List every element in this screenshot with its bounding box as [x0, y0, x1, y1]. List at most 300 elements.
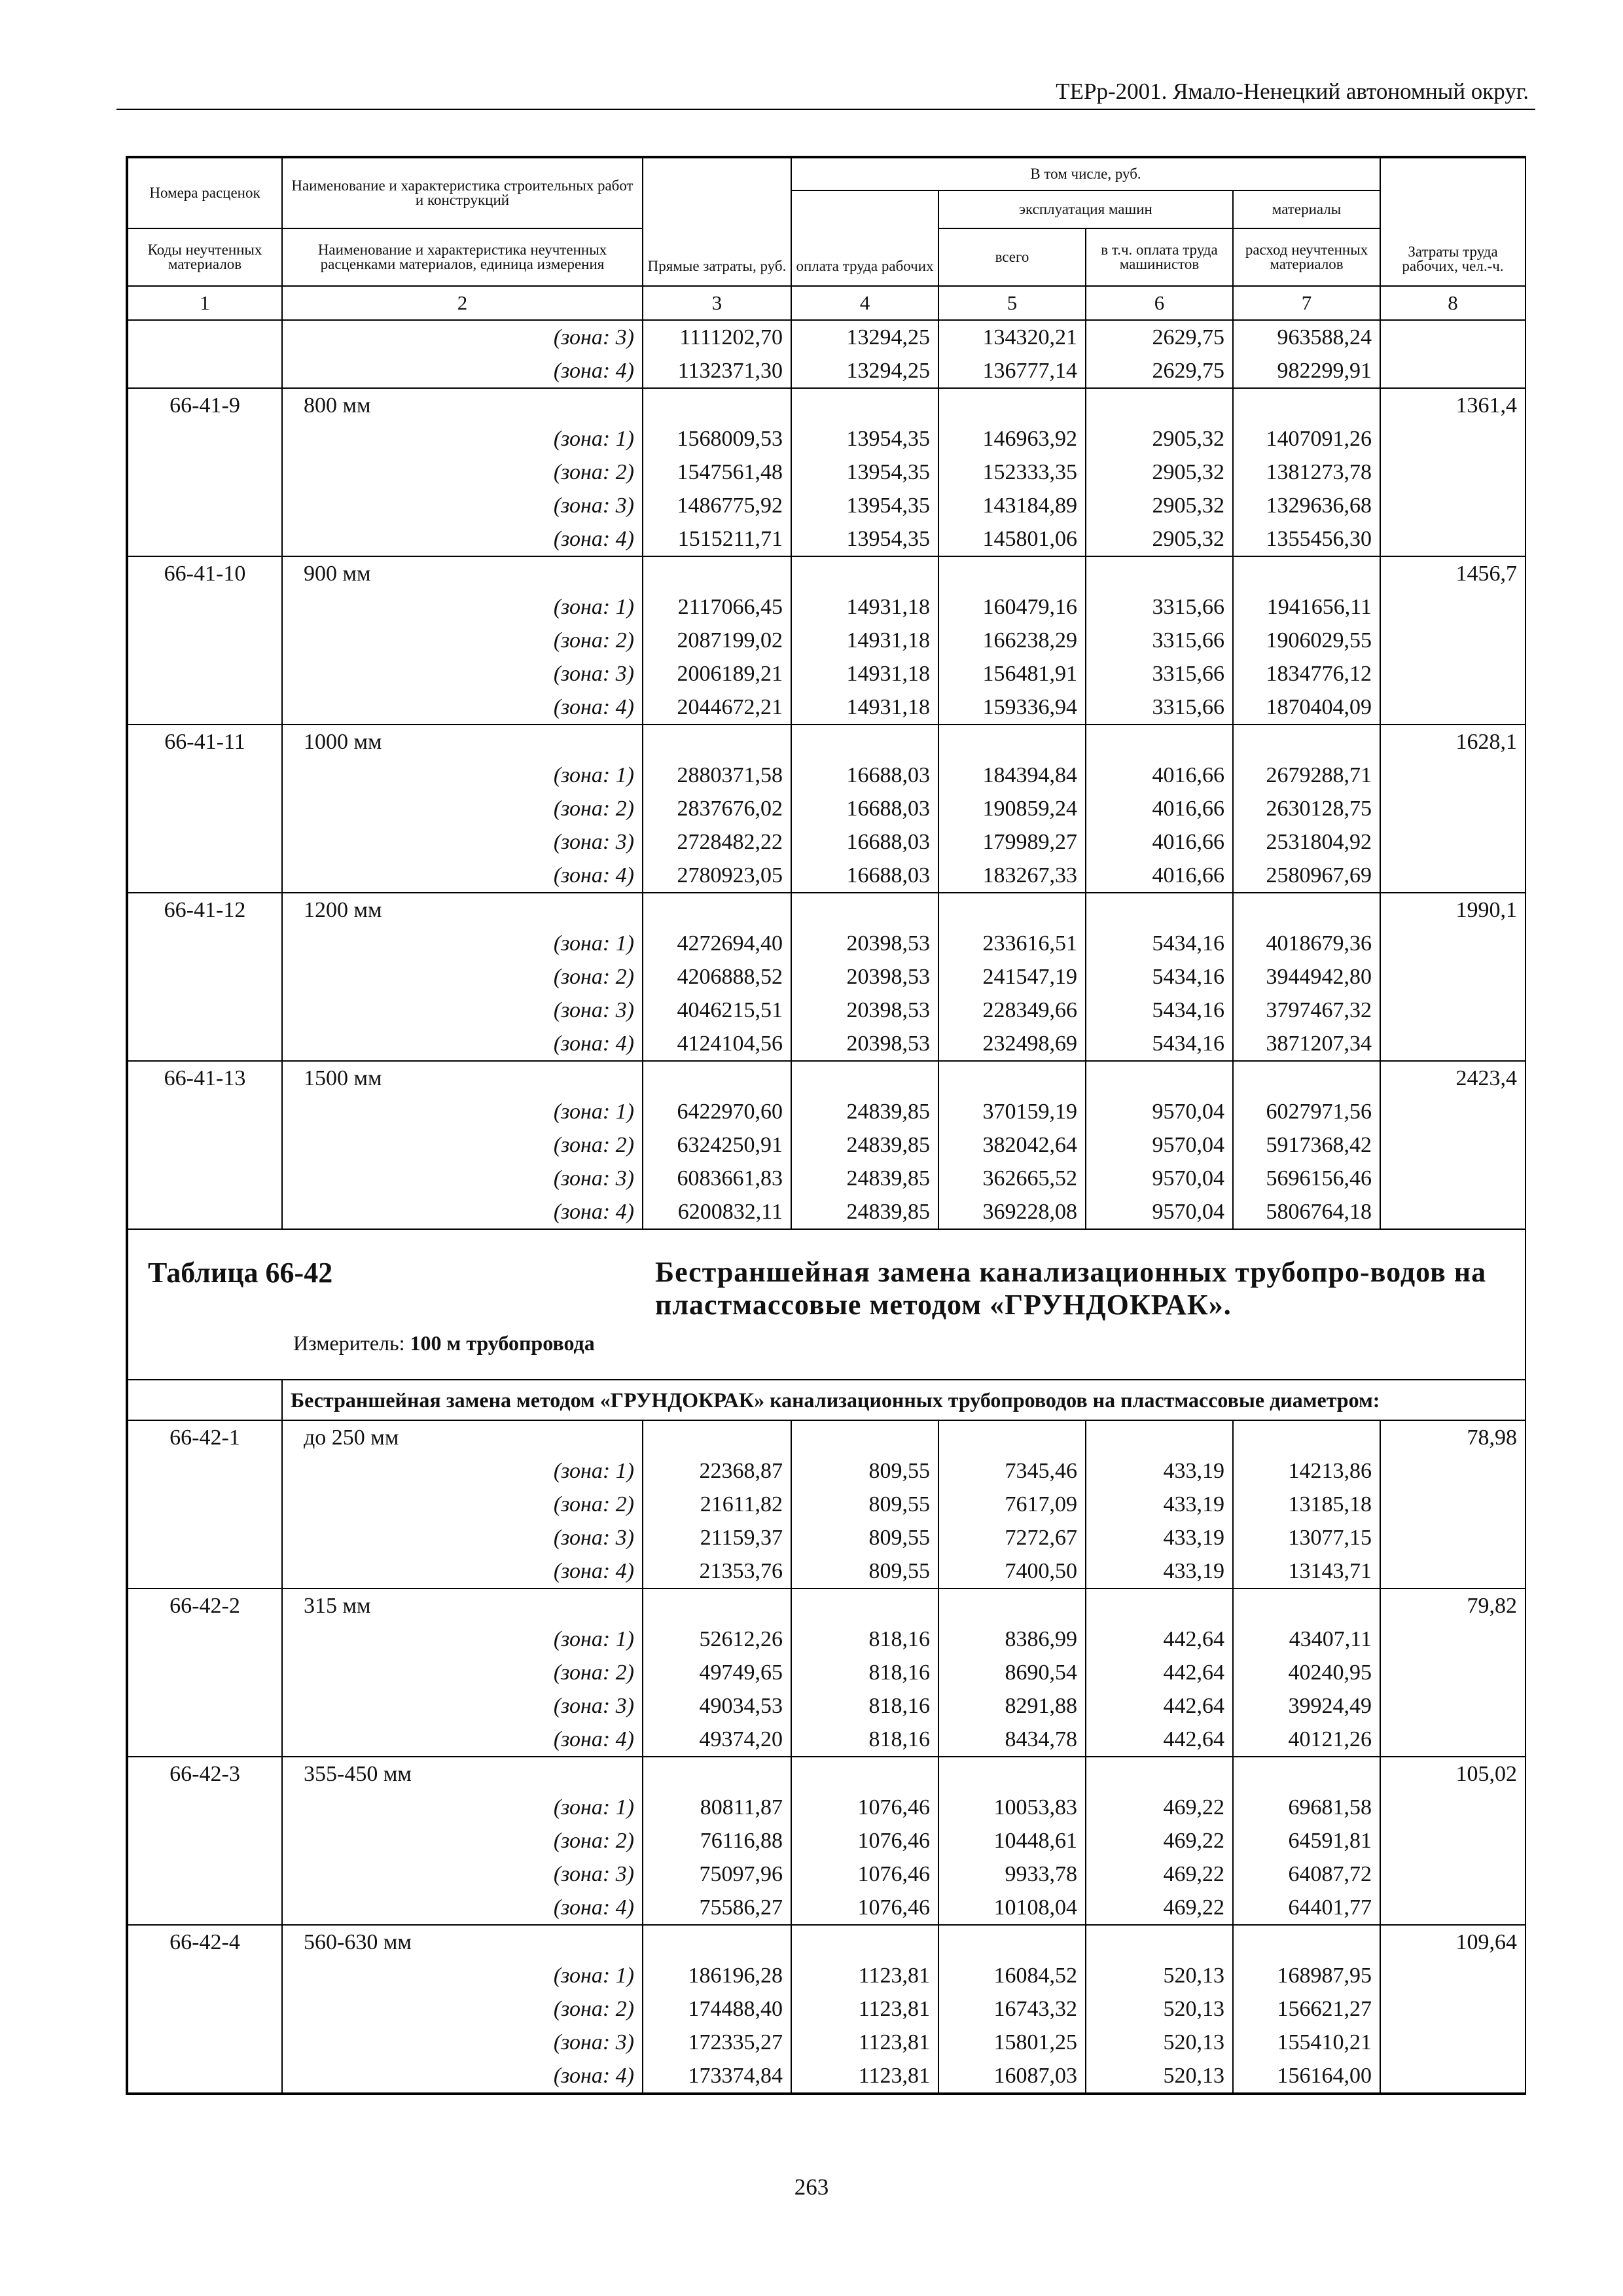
zone-cell: (зона: 2) [282, 1656, 643, 1689]
labor-pay-cell: 13954,35 [791, 422, 938, 456]
operator-pay-cell: 520,13 [1086, 1992, 1233, 2026]
operator-pay-cell: 433,19 [1086, 1554, 1233, 1588]
empty-cell [643, 1757, 791, 1791]
table-description: Бестраншейная замена канализационных трубопро-водов на пластмассовые методом «ГРУНДОКРАК». [655, 1256, 1487, 1321]
labor-hours-cell: 79,82 [1380, 1588, 1525, 1623]
code-cell [128, 994, 282, 1027]
zone-cell: (зона: 2) [282, 792, 643, 825]
page-number: 263 [794, 2174, 829, 2200]
code-cell [128, 1128, 282, 1162]
labor-pay-cell: 818,16 [791, 1623, 938, 1656]
empty-cell [643, 1061, 791, 1095]
rate-code: 66-42-1 [128, 1420, 282, 1454]
zone-cell: (зона: 4) [282, 1027, 643, 1061]
code-cell [128, 1454, 282, 1488]
zone-cell: (зона: 1) [282, 422, 643, 456]
column-number: 1 [128, 286, 282, 320]
direct-costs-cell: 21611,82 [643, 1488, 791, 1521]
materials-cell: 13077,15 [1233, 1521, 1380, 1554]
materials-cell: 64591,81 [1233, 1824, 1380, 1857]
table-row [128, 320, 1525, 354]
direct-costs-cell: 2117066,45 [643, 590, 791, 624]
zone-cell: (зона: 3) [282, 320, 643, 354]
rate-code: 66-41-12 [128, 893, 282, 927]
empty-cell [1086, 388, 1233, 422]
code-cell [128, 422, 282, 456]
direct-costs-cell: 1568009,53 [643, 422, 791, 456]
table-row [128, 522, 1525, 556]
materials-cell: 5917368,42 [1233, 1128, 1380, 1162]
materials-cell: 963588,24 [1233, 320, 1380, 354]
table-66-42-heading [128, 1229, 1525, 1420]
direct-costs-cell: 80811,87 [643, 1791, 791, 1824]
labor-hours-cell [1380, 2026, 1525, 2059]
table-row [128, 1959, 1525, 1992]
machines-total-cell: 10448,61 [938, 1824, 1086, 1857]
rate-group-row [128, 388, 1525, 422]
empty-cell [791, 1925, 938, 1959]
table-row [128, 994, 1525, 1027]
empty-cell [643, 893, 791, 927]
labor-hours-cell [1380, 1623, 1525, 1656]
empty-cell [643, 1925, 791, 1959]
materials-cell: 14213,86 [1233, 1454, 1380, 1488]
machines-total-cell: 134320,21 [938, 320, 1086, 354]
table-row [128, 1857, 1525, 1891]
machines-total-cell: 241547,19 [938, 960, 1086, 994]
direct-costs-cell: 76116,88 [643, 1824, 791, 1857]
rate-code: 66-42-2 [128, 1588, 282, 1623]
zone-cell: (зона: 4) [282, 1891, 643, 1925]
col-materials-unaccounted: расход неучтенных материалов [1233, 228, 1380, 286]
labor-pay-cell: 1076,46 [791, 1891, 938, 1925]
direct-costs-cell: 2728482,22 [643, 825, 791, 859]
rate-code: 66-42-4 [128, 1925, 282, 1959]
code-cell [128, 2026, 282, 2059]
direct-costs-cell: 52612,26 [643, 1623, 791, 1656]
machines-total-cell: 369228,08 [938, 1195, 1086, 1229]
rate-name: 315 мм [282, 1588, 643, 1623]
direct-costs-cell: 75586,27 [643, 1891, 791, 1925]
empty-cell [938, 388, 1086, 422]
labor-hours-cell [1380, 1488, 1525, 1521]
column-number: 4 [791, 286, 938, 320]
table-row [128, 2059, 1525, 2093]
code-cell [128, 691, 282, 725]
rate-group-row [128, 725, 1525, 759]
code-cell [128, 590, 282, 624]
code-cell [128, 2059, 282, 2093]
direct-costs-cell: 75097,96 [643, 1857, 791, 1891]
machines-total-cell: 7400,50 [938, 1554, 1086, 1588]
empty-cell [938, 1925, 1086, 1959]
labor-hours-cell: 1361,4 [1380, 388, 1525, 422]
table-row [128, 960, 1525, 994]
col-labor-pay: оплата труда рабочих [791, 190, 938, 286]
operator-pay-cell: 469,22 [1086, 1891, 1233, 1925]
rate-group-row [128, 1420, 1525, 1454]
empty-cell [643, 1588, 791, 1623]
zone-cell: (зона: 2) [282, 1992, 643, 2026]
machines-total-cell: 136777,14 [938, 354, 1086, 388]
machines-total-cell: 9933,78 [938, 1857, 1086, 1891]
materials-cell: 2580967,69 [1233, 859, 1380, 893]
empty-cell [1233, 893, 1380, 927]
machines-total-cell: 7345,46 [938, 1454, 1086, 1488]
empty-cell [1086, 1757, 1233, 1791]
operator-pay-cell: 9570,04 [1086, 1162, 1233, 1195]
materials-cell: 1941656,11 [1233, 590, 1380, 624]
column-number: 2 [282, 286, 643, 320]
machines-total-cell: 7617,09 [938, 1488, 1086, 1521]
empty-cell [1233, 1420, 1380, 1454]
direct-costs-cell: 49034,53 [643, 1689, 791, 1723]
table-row [128, 859, 1525, 893]
zone-cell: (зона: 4) [282, 859, 643, 893]
operator-pay-cell: 3315,66 [1086, 624, 1233, 657]
labor-hours-cell [1380, 927, 1525, 960]
empty-cell [1086, 893, 1233, 927]
labor-hours-cell [1380, 1891, 1525, 1925]
operator-pay-cell: 2905,32 [1086, 489, 1233, 522]
labor-hours-cell [1380, 522, 1525, 556]
table-row [128, 1027, 1525, 1061]
code-cell [128, 1824, 282, 1857]
labor-pay-cell: 13294,25 [791, 320, 938, 354]
table-subtitle: Бестраншейная замена методом «ГРУНДОКРАК» канализационных трубопроводов на пластмассовые диаметром: [282, 1380, 1525, 1420]
machines-total-cell: 8434,78 [938, 1723, 1086, 1757]
rate-group-row [128, 893, 1525, 927]
col-including: В том числе, руб. [791, 158, 1380, 190]
zone-cell: (зона: 1) [282, 1095, 643, 1128]
empty-cell [1233, 1925, 1380, 1959]
operator-pay-cell: 4016,66 [1086, 792, 1233, 825]
materials-cell: 2679288,71 [1233, 759, 1380, 792]
materials-cell: 1407091,26 [1233, 422, 1380, 456]
machines-total-cell: 156481,91 [938, 657, 1086, 691]
code-cell [128, 1857, 282, 1891]
rate-code: 66-41-10 [128, 556, 282, 590]
machines-total-cell: 143184,89 [938, 489, 1086, 522]
materials-cell: 5696156,46 [1233, 1162, 1380, 1195]
machines-total-cell: 179989,27 [938, 825, 1086, 859]
materials-cell: 5806764,18 [1233, 1195, 1380, 1229]
direct-costs-cell: 49374,20 [643, 1723, 791, 1757]
table-row [128, 1128, 1525, 1162]
labor-hours-cell: 109,64 [1380, 1925, 1525, 1959]
empty-cell [1233, 1588, 1380, 1623]
labor-pay-cell: 14931,18 [791, 691, 938, 725]
table-body-part1 [128, 320, 1525, 1229]
zone-cell: (зона: 1) [282, 1454, 643, 1488]
materials-cell: 64087,72 [1233, 1857, 1380, 1891]
code-cell [128, 1554, 282, 1588]
col-labor-costs: Затраты труда рабочих, чел.-ч. [1380, 158, 1525, 286]
labor-pay-cell: 13294,25 [791, 354, 938, 388]
empty-cell [938, 1757, 1086, 1791]
machines-total-cell: 152333,35 [938, 456, 1086, 489]
labor-hours-cell: 1628,1 [1380, 725, 1525, 759]
direct-costs-cell: 2006189,21 [643, 657, 791, 691]
labor-pay-cell: 14931,18 [791, 590, 938, 624]
materials-cell: 1381273,78 [1233, 456, 1380, 489]
labor-pay-cell: 1123,81 [791, 1959, 938, 1992]
machines-total-cell: 166238,29 [938, 624, 1086, 657]
labor-pay-cell: 818,16 [791, 1689, 938, 1723]
operator-pay-cell: 9570,04 [1086, 1095, 1233, 1128]
labor-pay-cell: 809,55 [791, 1521, 938, 1554]
labor-hours-cell [1380, 1195, 1525, 1229]
code-cell [128, 759, 282, 792]
materials-cell: 13143,71 [1233, 1554, 1380, 1588]
labor-hours-cell [1380, 2059, 1525, 2093]
zone-cell: (зона: 3) [282, 994, 643, 1027]
code-cell [128, 792, 282, 825]
running-header [116, 71, 1535, 110]
labor-hours-cell [1380, 1689, 1525, 1723]
code-cell [128, 1689, 282, 1723]
labor-pay-cell: 809,55 [791, 1488, 938, 1521]
operator-pay-cell: 2629,75 [1086, 320, 1233, 354]
direct-costs-cell: 6200832,11 [643, 1195, 791, 1229]
labor-hours-cell [1380, 792, 1525, 825]
empty-cell [1086, 556, 1233, 590]
materials-cell: 2630128,75 [1233, 792, 1380, 825]
rate-name: 560-630 мм [282, 1925, 643, 1959]
materials-cell: 3871207,34 [1233, 1027, 1380, 1061]
zone-cell: (зона: 4) [282, 2059, 643, 2093]
labor-hours-cell [1380, 1959, 1525, 1992]
machines-total-cell: 8291,88 [938, 1689, 1086, 1723]
labor-pay-cell: 1076,46 [791, 1791, 938, 1824]
col-machines: эксплуатация машин [938, 190, 1233, 228]
direct-costs-cell: 2087199,02 [643, 624, 791, 657]
materials-cell: 69681,58 [1233, 1791, 1380, 1824]
materials-cell: 64401,77 [1233, 1891, 1380, 1925]
table-row [128, 1992, 1525, 2026]
labor-hours-cell [1380, 691, 1525, 725]
direct-costs-cell: 2837676,02 [643, 792, 791, 825]
empty-cell [791, 1588, 938, 1623]
operator-pay-cell: 4016,66 [1086, 825, 1233, 859]
empty-cell [791, 725, 938, 759]
labor-hours-cell [1380, 1857, 1525, 1891]
table-row [128, 1162, 1525, 1195]
empty-cell [1233, 556, 1380, 590]
materials-cell: 3797467,32 [1233, 994, 1380, 1027]
operator-pay-cell: 442,64 [1086, 1656, 1233, 1689]
operator-pay-cell: 442,64 [1086, 1623, 1233, 1656]
empty-cell [643, 725, 791, 759]
labor-pay-cell: 16688,03 [791, 859, 938, 893]
labor-hours-cell [1380, 825, 1525, 859]
table-row [128, 1689, 1525, 1723]
labor-hours-cell [1380, 590, 1525, 624]
table-row [128, 1195, 1525, 1229]
labor-pay-cell: 809,55 [791, 1454, 938, 1488]
direct-costs-cell: 6083661,83 [643, 1162, 791, 1195]
operator-pay-cell: 3315,66 [1086, 657, 1233, 691]
labor-pay-cell: 20398,53 [791, 960, 938, 994]
rate-group-row [128, 1757, 1525, 1791]
materials-cell: 168987,95 [1233, 1959, 1380, 1992]
labor-pay-cell: 20398,53 [791, 1027, 938, 1061]
table-row [128, 1454, 1525, 1488]
empty-cell [1233, 1061, 1380, 1095]
labor-pay-cell: 16688,03 [791, 759, 938, 792]
rate-group-row [128, 1061, 1525, 1095]
operator-pay-cell: 3315,66 [1086, 590, 1233, 624]
labor-pay-cell: 1076,46 [791, 1857, 938, 1891]
operator-pay-cell: 520,13 [1086, 1959, 1233, 1992]
code-cell [128, 522, 282, 556]
materials-cell: 13185,18 [1233, 1488, 1380, 1521]
zone-cell: (зона: 1) [282, 759, 643, 792]
labor-hours-cell [1380, 624, 1525, 657]
empty-cell [643, 556, 791, 590]
labor-pay-cell: 13954,35 [791, 522, 938, 556]
materials-cell: 4018679,36 [1233, 927, 1380, 960]
labor-pay-cell: 1123,81 [791, 2026, 938, 2059]
zone-cell: (зона: 3) [282, 1162, 643, 1195]
table-row [128, 657, 1525, 691]
direct-costs-cell: 2880371,58 [643, 759, 791, 792]
zone-cell: (зона: 4) [282, 691, 643, 725]
table-row [128, 2026, 1525, 2059]
labor-pay-cell: 16688,03 [791, 792, 938, 825]
materials-cell: 6027971,56 [1233, 1095, 1380, 1128]
empty-cell [938, 725, 1086, 759]
table-row [128, 354, 1525, 388]
empty-cell [791, 1420, 938, 1454]
col-materials: материалы [1233, 190, 1380, 228]
rate-name: 900 мм [282, 556, 643, 590]
rate-name: 1500 мм [282, 1061, 643, 1095]
machines-total-cell: 190859,24 [938, 792, 1086, 825]
labor-hours-cell [1380, 859, 1525, 893]
code-cell [128, 1162, 282, 1195]
labor-hours-cell [1380, 1992, 1525, 2026]
zone-cell: (зона: 4) [282, 522, 643, 556]
machines-total-cell: 16087,03 [938, 2059, 1086, 2093]
rate-code: 66-41-13 [128, 1061, 282, 1095]
zone-cell: (зона: 3) [282, 489, 643, 522]
col-work-name: Наименование и характеристика строительных работ и конструкций [282, 158, 643, 228]
labor-hours-cell: 2423,4 [1380, 1061, 1525, 1095]
zone-cell: (зона: 3) [282, 825, 643, 859]
table-row [128, 759, 1525, 792]
empty-cell [1233, 388, 1380, 422]
labor-pay-cell: 809,55 [791, 1554, 938, 1588]
table-row [128, 1521, 1525, 1554]
empty-cell [791, 388, 938, 422]
operator-pay-cell: 9570,04 [1086, 1195, 1233, 1229]
labor-pay-cell: 13954,35 [791, 489, 938, 522]
operator-pay-cell: 433,19 [1086, 1488, 1233, 1521]
labor-hours-cell [1380, 759, 1525, 792]
labor-pay-cell: 16688,03 [791, 825, 938, 859]
table-meter [293, 1331, 595, 1355]
table-row [128, 624, 1525, 657]
materials-cell: 156621,27 [1233, 1992, 1380, 2026]
empty-cell [938, 893, 1086, 927]
subtitle-blank [128, 1380, 282, 1420]
code-cell [128, 859, 282, 893]
code-cell [128, 657, 282, 691]
machines-total-cell: 362665,52 [938, 1162, 1086, 1195]
labor-pay-cell: 14931,18 [791, 657, 938, 691]
col-unaccounted-codes: Коды неучтенных материалов [128, 228, 282, 286]
materials-cell: 1355456,30 [1233, 522, 1380, 556]
code-cell [128, 489, 282, 522]
zone-cell: (зона: 3) [282, 2026, 643, 2059]
code-cell [128, 1891, 282, 1925]
empty-cell [643, 1420, 791, 1454]
zone-cell: (зона: 3) [282, 657, 643, 691]
materials-cell: 3944942,80 [1233, 960, 1380, 994]
labor-hours-cell: 78,98 [1380, 1420, 1525, 1454]
code-cell [128, 1623, 282, 1656]
materials-cell: 2531804,92 [1233, 825, 1380, 859]
table-row [128, 1488, 1525, 1521]
empty-cell [1086, 1925, 1233, 1959]
rate-name: 800 мм [282, 388, 643, 422]
direct-costs-cell: 1547561,48 [643, 456, 791, 489]
labor-hours-cell [1380, 1128, 1525, 1162]
table-row [128, 489, 1525, 522]
empty-cell [791, 893, 938, 927]
empty-cell [791, 1061, 938, 1095]
empty-cell [643, 388, 791, 422]
direct-costs-cell: 21353,76 [643, 1554, 791, 1588]
operator-pay-cell: 2629,75 [1086, 354, 1233, 388]
zone-cell: (зона: 3) [282, 1521, 643, 1554]
code-cell [128, 960, 282, 994]
labor-pay-cell: 24839,85 [791, 1162, 938, 1195]
rate-code: 66-41-11 [128, 725, 282, 759]
table-row [128, 792, 1525, 825]
materials-cell: 982299,91 [1233, 354, 1380, 388]
labor-pay-cell: 20398,53 [791, 994, 938, 1027]
direct-costs-cell: 4206888,52 [643, 960, 791, 994]
code-cell [128, 354, 282, 388]
operator-pay-cell: 5434,16 [1086, 960, 1233, 994]
operator-pay-cell: 2905,32 [1086, 422, 1233, 456]
direct-costs-cell: 49749,65 [643, 1656, 791, 1689]
machines-total-cell: 233616,51 [938, 927, 1086, 960]
table-title-cell [128, 1229, 1525, 1380]
operator-pay-cell: 4016,66 [1086, 859, 1233, 893]
code-cell [128, 1656, 282, 1689]
labor-hours-cell [1380, 422, 1525, 456]
operator-pay-cell: 9570,04 [1086, 1128, 1233, 1162]
empty-cell [1086, 1588, 1233, 1623]
zone-cell: (зона: 1) [282, 590, 643, 624]
rate-name: до 250 мм [282, 1420, 643, 1454]
labor-hours-cell [1380, 354, 1525, 388]
column-number: 6 [1086, 286, 1233, 320]
materials-cell: 1329636,68 [1233, 489, 1380, 522]
labor-hours-cell [1380, 960, 1525, 994]
labor-hours-cell [1380, 1554, 1525, 1588]
operator-pay-cell: 469,22 [1086, 1791, 1233, 1824]
empty-cell [938, 1061, 1086, 1095]
code-cell [128, 927, 282, 960]
running-title: ТЕРр-2001. Ямало-Ненецкий автономный округ. [1056, 79, 1529, 104]
materials-cell: 43407,11 [1233, 1623, 1380, 1656]
table-row [128, 590, 1525, 624]
code-cell [128, 1521, 282, 1554]
